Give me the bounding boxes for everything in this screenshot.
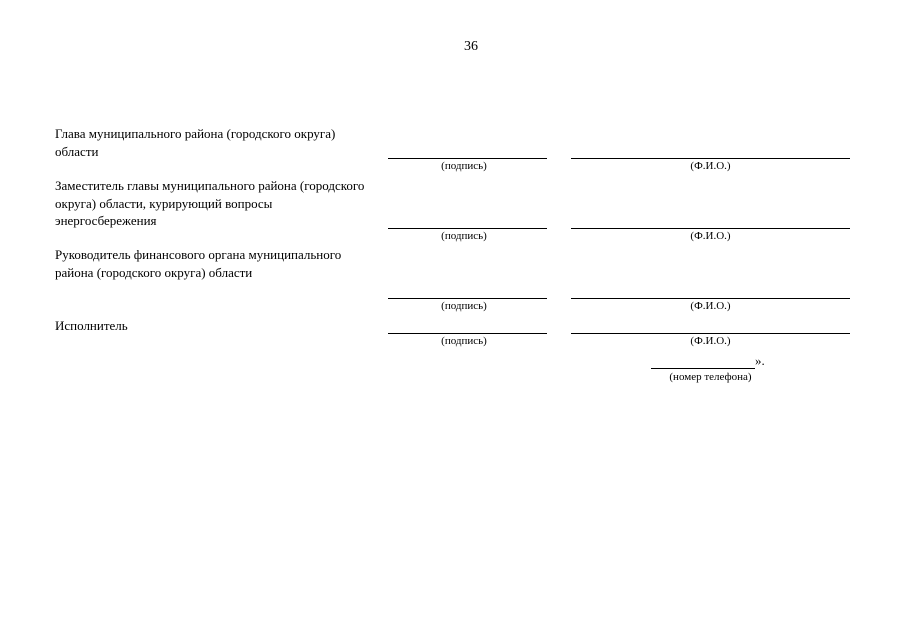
name-line (571, 333, 850, 334)
role-label-executor: Исполнитель (55, 318, 128, 333)
name-line (571, 228, 850, 229)
signature-line (388, 333, 547, 334)
name-caption: (Ф.И.О.) (690, 160, 731, 172)
role-label-deputy: Заместитель главы муниципального района (городского округа) области, курирующий вопросы энергосбережения (55, 178, 365, 228)
signature-line (388, 298, 547, 299)
phone-underline (651, 356, 755, 369)
phone-field (651, 353, 765, 369)
name-caption: (Ф.И.О.) (690, 230, 731, 242)
signature-caption: (подпись) (441, 335, 487, 347)
name-caption: (Ф.И.О.) (690, 300, 731, 312)
signature-caption: (подпись) (441, 230, 487, 242)
name-caption: (Ф.И.О.) (690, 335, 731, 347)
role-label-finance-head: Руководитель финансового органа муниципального района (городского округа) области (55, 247, 342, 280)
signature-caption: (подпись) (441, 300, 487, 312)
phone-suffix: ». (755, 353, 765, 368)
phone-caption: (номер телефона) (669, 371, 752, 383)
signature-caption: (подпись) (441, 160, 487, 172)
signature-line (388, 228, 547, 229)
signature-line (388, 158, 547, 159)
name-line (571, 158, 850, 159)
name-line (571, 298, 850, 299)
role-label-head: Глава муниципального района (городского округа) области (55, 126, 336, 159)
page-number: 36 (464, 39, 478, 54)
